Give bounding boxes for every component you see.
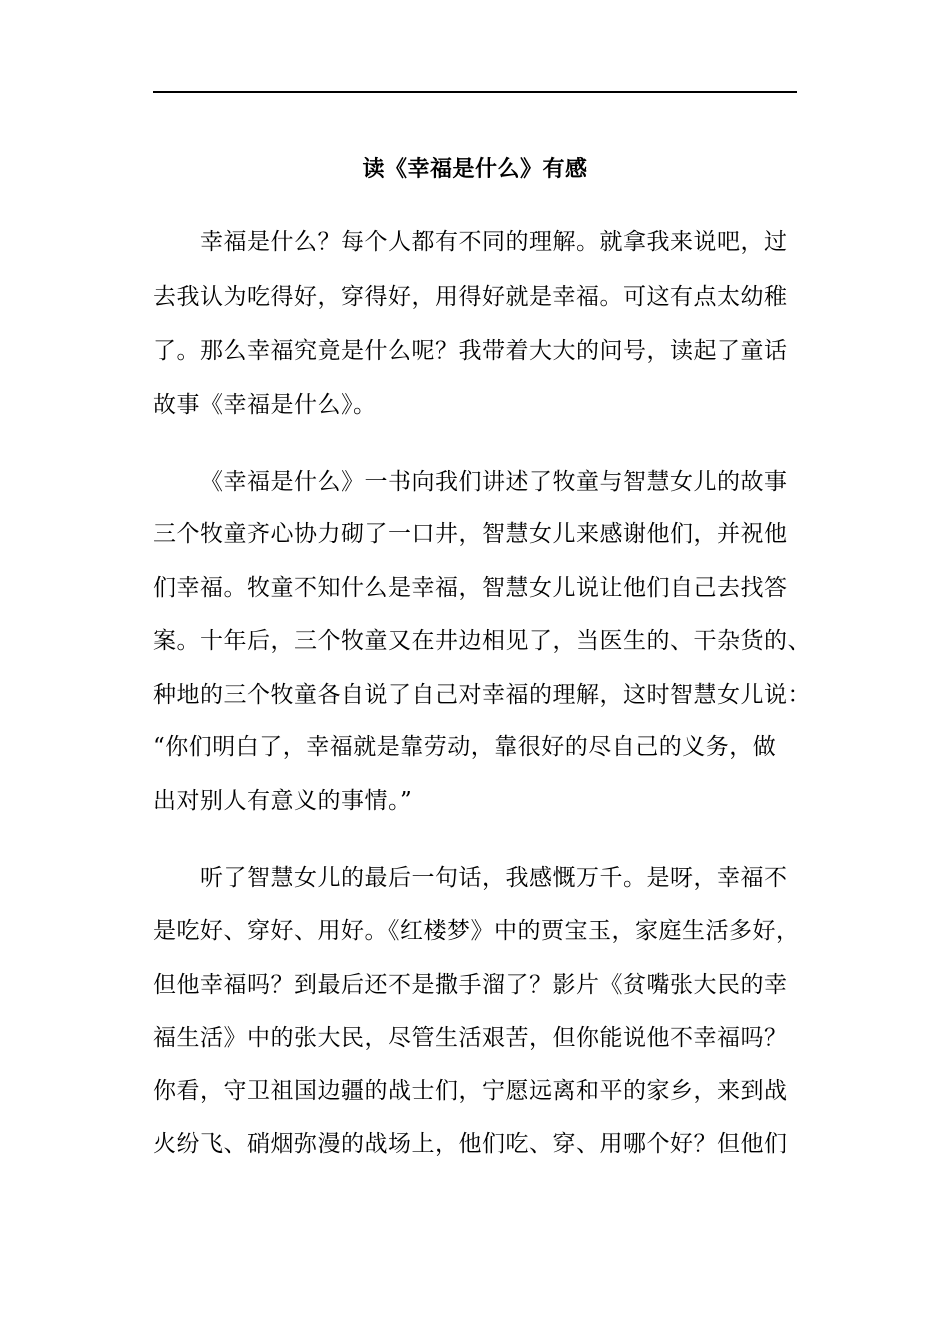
paragraph-1-line-4: 故事《幸福是什么》。 xyxy=(153,392,377,418)
paragraph-1-line-2: 去我认为吃得好，穿得好，用得好就是幸福。可这有点太幼稚 xyxy=(153,284,788,310)
paragraph-3-line-1: 听了智慧女儿的最后一句话，我感慨万千。是呀，幸福不 xyxy=(200,865,788,891)
paragraph-3-line-5: 你看，守卫祖国边疆的战士们，宁愿远离和平的家乡，来到战 xyxy=(153,1078,788,1104)
paragraph-2-line-4: 案。十年后，三个牧童又在井边相见了，当医生的、干杂货的、 xyxy=(153,628,811,654)
paragraph-2-line-7: 出对别人有意义的事情。” xyxy=(153,788,413,814)
paragraph-2-line-2: 三个牧童齐心协力砌了一口井，智慧女儿来感谢他们，并祝他 xyxy=(153,521,788,547)
header-rule xyxy=(153,91,797,93)
paragraph-2-line-6: “你们明白了，幸福就是靠劳动，靠很好的尽自己的义务，做 xyxy=(153,734,777,760)
paragraph-3-line-6: 火纷飞、硝烟弥漫的战场上，他们吃、穿、用哪个好？但他们 xyxy=(153,1131,788,1157)
paragraph-1-line-1: 幸福是什么？每个人都有不同的理解。就拿我来说吧，过 xyxy=(200,229,788,255)
paragraph-3-line-3: 但他幸福吗？到最后还不是撒手溜了？影片《贫嘴张大民的幸 xyxy=(153,972,788,998)
paragraph-3-line-2: 是吃好、穿好、用好。《红楼梦》中的贾宝玉，家庭生活多好， xyxy=(153,918,800,944)
paragraph-2-line-1: 《幸福是什么》一书向我们讲述了牧童与智慧女儿的故事 xyxy=(200,469,788,495)
paragraph-2-line-5: 种地的三个牧童各自说了自己对幸福的理解，这时智慧女儿说： xyxy=(153,682,811,708)
paragraph-2-line-3: 们幸福。牧童不知什么是幸福，智慧女儿说让他们自己去找答 xyxy=(153,575,788,601)
document-title: 读《幸福是什么》有感 xyxy=(362,156,588,182)
paragraph-1-line-3: 了。那么幸福究竟是什么呢？我带着大大的问号，读起了童话 xyxy=(153,338,788,364)
paragraph-3-line-4: 福生活》中的张大民，尽管生活艰苦，但你能说他不幸福吗？ xyxy=(153,1025,788,1051)
